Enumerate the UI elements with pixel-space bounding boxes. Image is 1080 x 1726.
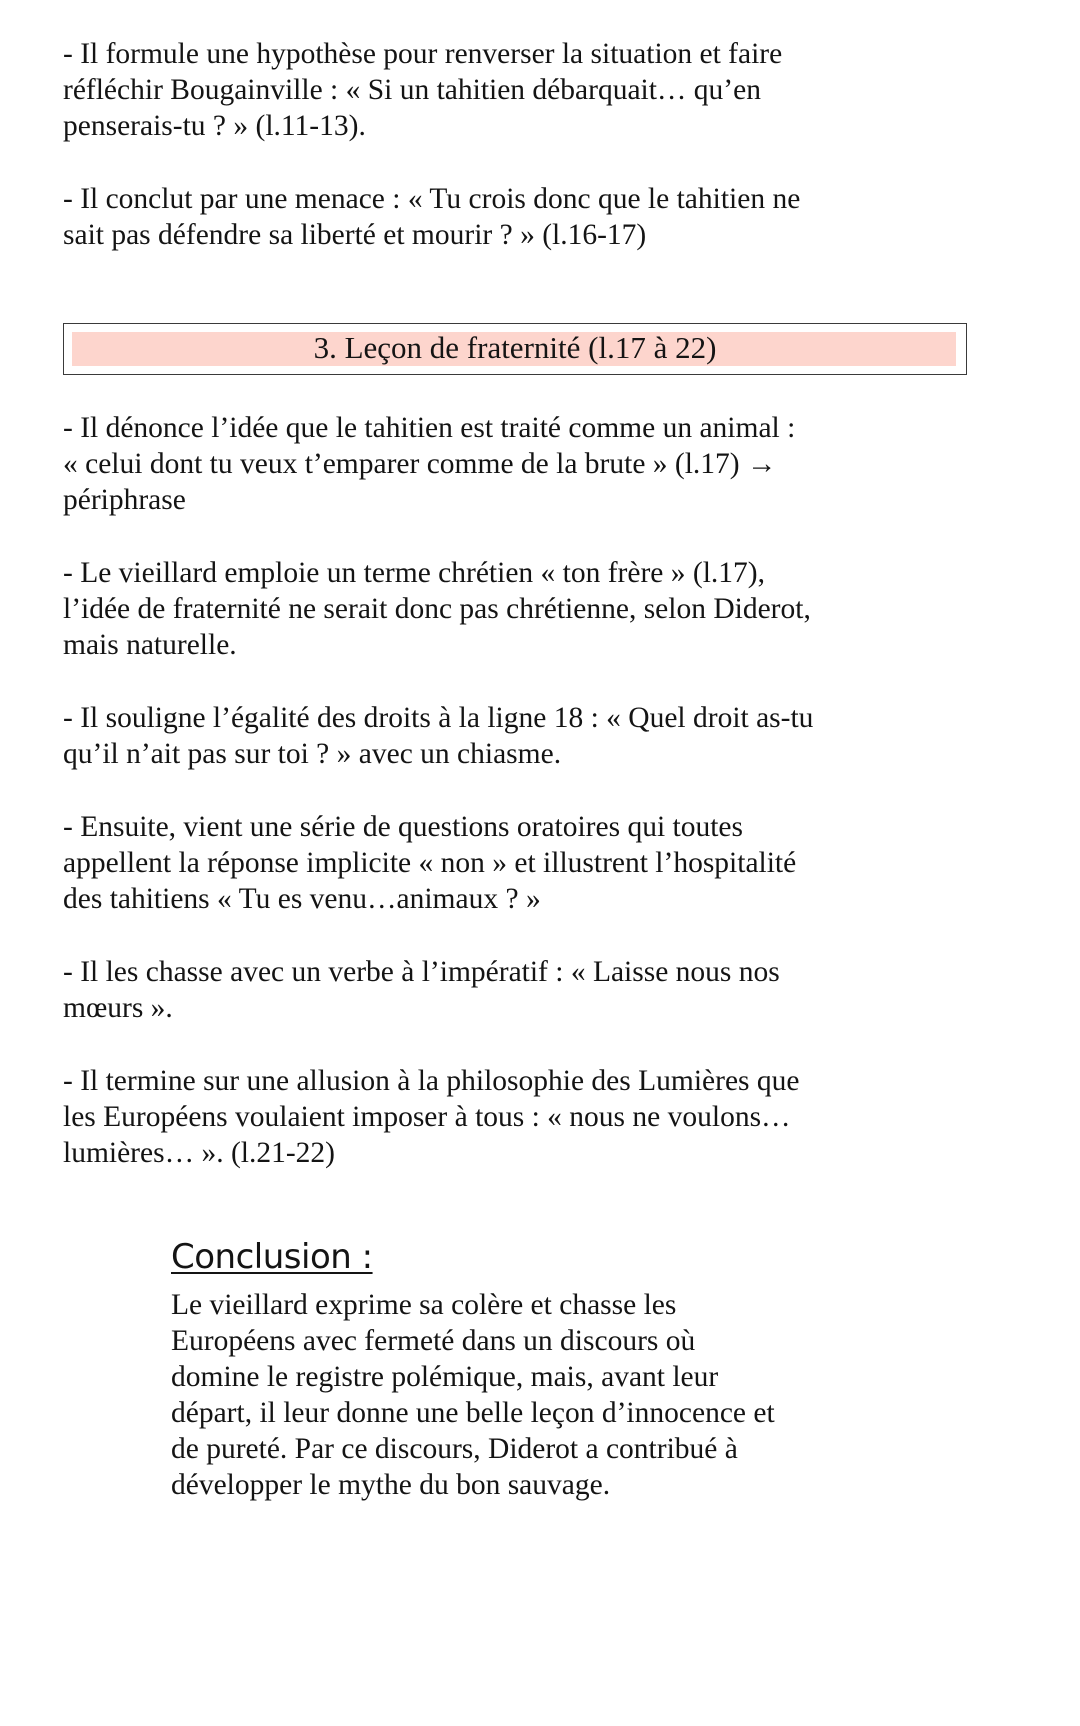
paragraph-hypothesis: - Il formule une hypothèse pour renverser la situation et faire réfléchir Bougainville : « Si un tahitien débarquait… qu’en penserais-tu ? » (l.11-13). [63,38,783,142]
section-heading-box [63,323,967,375]
conclusion-paragraph: Le vieillard exprime sa colère et chasse les Européens avec fermeté dans un discours où domine le registre polémique, mais, avant leur départ, il leur donne une belle leçon d’innocence et de pureté. Par ce discours, Diderot a contribué à développer le mythe du bon sauvage. [171,1289,775,1501]
paragraph-enlightenment: - Il termine sur une allusion à la philosophie des Lumières que les Européens voulaient imposer à tous : « nous ne voulons… lumières… ». (l.21-22) [63,1065,800,1169]
paragraph-animal: - Il dénonce l’idée que le tahitien est traité comme un animal : « celui dont tu veux t’emparer comme de la brute » (l.17) → périphrase [63,412,796,516]
paragraph-fraternity: - Le vieillard emploie un terme chrétien « ton frère » (l.17), l’idée de fraternité ne serait donc pas chrétienne, selon Diderot, mais naturelle. [63,557,811,661]
paragraph-imperative: - Il les chasse avec un verbe à l’impératif : « Laisse nous nos mœurs ». [63,956,780,1024]
conclusion-heading: Conclusion : [171,1237,373,1277]
section-heading-title: 3. Leçon de fraternité (l.17 à 22) [313,330,717,365]
paragraph-oratory-questions: - Ensuite, vient une série de questions oratoires qui toutes appellent la réponse implicite « non » et illustrent l’hospitalité des tahitiens « Tu es venu…animaux ? » [63,811,797,915]
paragraph-equality: - Il souligne l’égalité des droits à la ligne 18 : « Quel droit as-tu qu’il n’ait pas sur toi ? » avec un chiasme. [63,702,814,770]
paragraph-menace: - Il conclut par une menace : « Tu crois donc que le tahitien ne sait pas défendre sa liberté et mourir ? » (l.16-17) [63,183,801,251]
